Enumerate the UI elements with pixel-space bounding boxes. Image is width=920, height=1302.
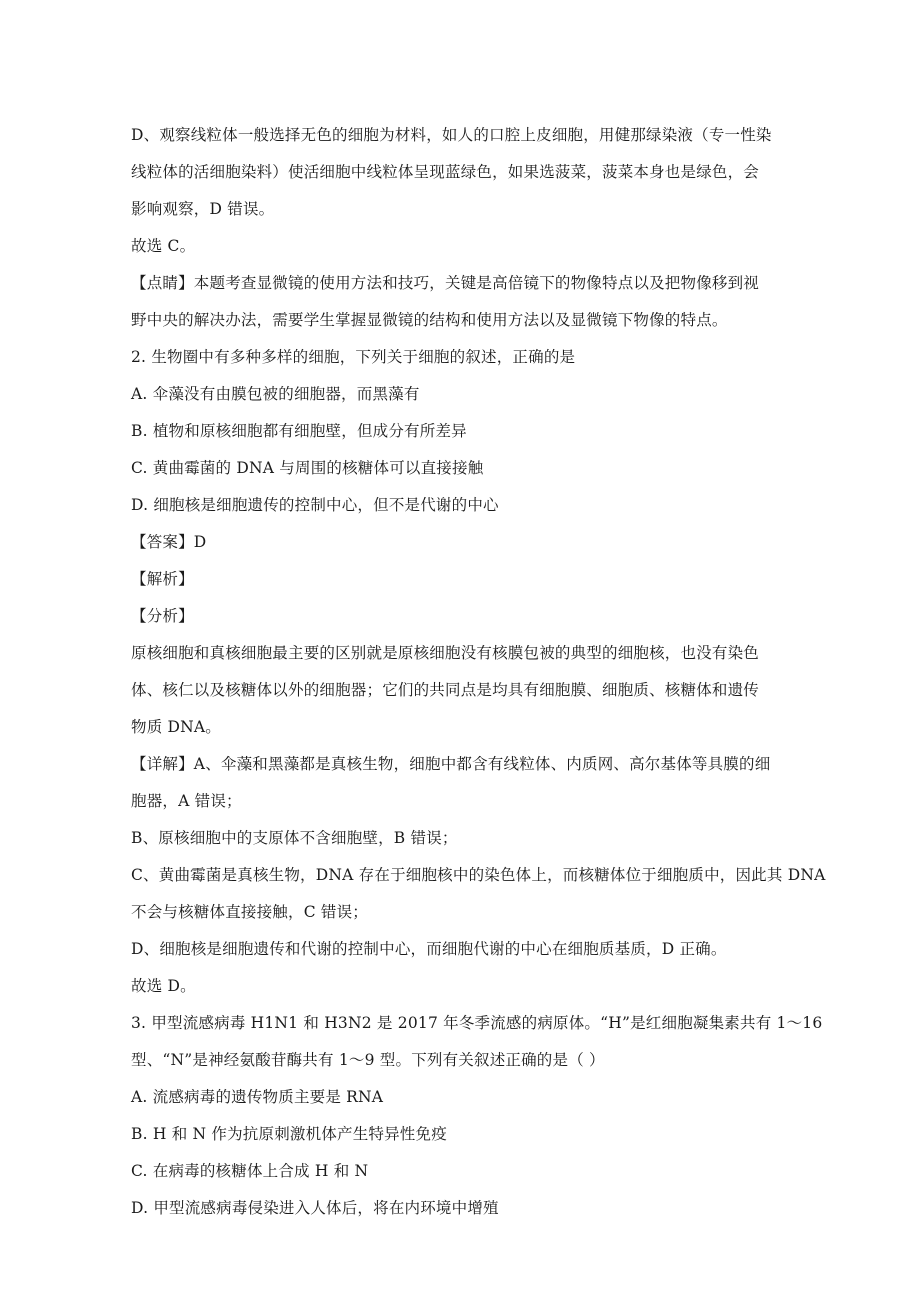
paragraph-jx2: [131, 562, 791, 596]
text-line: 原核细胞和真核细胞最主要的区别就是原核细胞没有核膜包被的典型的细胞核，也没有染色: [131, 644, 760, 662]
paragraph-fx2: [131, 599, 791, 633]
paragraph-p4: [131, 636, 791, 744]
paragraph-p8: [131, 932, 791, 966]
text-line: 野中央的解决办法，需要学生掌握显微镜的结构和使用方法以及显微镜下物像的特点。: [131, 311, 728, 329]
text-line: D、细胞核是细胞遗传和代谢的控制中心，而细胞代谢的中心在细胞质基质，D 正确。: [131, 940, 727, 958]
paragraph-p2: [131, 229, 791, 263]
text-line: 线粒体的活细胞染料）使活细胞中线粒体呈现蓝绿色，如果选菠菜，菠菜本身也是绿色，会: [131, 163, 760, 181]
text-line: B. H 和 N 作为抗原刺激机体产生特异性免疫: [131, 1125, 447, 1143]
paragraph-q3c: [131, 1154, 791, 1188]
paragraph-p3: [131, 266, 791, 337]
text-line: A. 流感病毒的遗传物质主要是 RNA: [131, 1088, 384, 1106]
text-line: 2. 生物圈中有多种多样的细胞，下列关于细胞的叙述，正确的是: [131, 348, 576, 366]
text-line: C. 黄曲霉菌的 DNA 与周围的核糖体可以直接接触: [131, 459, 484, 477]
paragraph-p7: [131, 858, 826, 929]
text-line: 【详解】A、伞藻和黑藻都是真核生物，细胞中都含有线粒体、内质网、高尔基体等具膜的细: [131, 755, 771, 773]
text-line: A. 伞藻没有由膜包被的细胞器，而黑藻有: [131, 385, 420, 403]
text-line: 【点睛】本题考查显微镜的使用方法和技巧，关键是高倍镜下的物像特点以及把物像移到视: [131, 274, 760, 292]
text-line: D. 甲型流感病毒侵染进入人体后，将在内环境中增殖: [131, 1199, 499, 1217]
text-line: 不会与核糖体直接接触，C 错误；: [131, 903, 368, 921]
text-line: B、原核细胞中的支原体不含细胞壁，B 错误；: [131, 829, 458, 847]
text-line: D. 细胞核是细胞遗传的控制中心，但不是代谢的中心: [131, 496, 499, 514]
text-line: 体、核仁以及核糖体以外的细胞器；它们的共同点是均具有细胞膜、细胞质、核糖体和遗传: [131, 681, 760, 699]
text-line: C、黄曲霉菌是真核生物，DNA 存在于细胞核中的染色体上，而核糖体位于细胞质中，因此其 DNA: [131, 866, 826, 884]
text-line: 影响观察，D 错误。: [131, 200, 275, 218]
text-line: 3. 甲型流感病毒 H1N1 和 H3N2 是 2017 年冬季流感的病原体。“H”是红细胞凝集素共有 1～16: [131, 1014, 823, 1032]
document-body: [131, 118, 826, 1225]
paragraph-q2a: [131, 377, 791, 411]
text-line: 故选 C。: [131, 237, 196, 255]
paragraph-p1: [131, 118, 791, 226]
paragraph-q2c: [131, 451, 791, 485]
text-line: 物质 DNA。: [131, 718, 222, 736]
paragraph-q3: [131, 1006, 823, 1077]
text-line: 型、“N”是神经氨酸苷酶共有 1～9 型。下列有关叙述正确的是（ ）: [131, 1051, 605, 1069]
paragraph-ans2: [131, 525, 791, 559]
paragraph-q3d: [131, 1191, 791, 1225]
text-line: D、观察线粒体一般选择无色的细胞为材料，如人的口腔上皮细胞，用健那绿染液（专一性染: [131, 126, 772, 144]
paragraph-q2: [131, 340, 791, 374]
text-line: B. 植物和原核细胞都有细胞壁，但成分有所差异: [131, 422, 467, 440]
paragraph-p6: [131, 821, 791, 855]
text-line: 【解析】: [131, 570, 194, 588]
text-line: 【分析】: [131, 607, 194, 625]
paragraph-q3a: [131, 1080, 791, 1114]
paragraph-q2b: [131, 414, 791, 448]
paragraph-q3b: [131, 1117, 791, 1151]
text-line: 胞器，A 错误；: [131, 792, 242, 810]
text-line: 故选 D。: [131, 977, 196, 995]
text-line: 【答案】D: [131, 533, 207, 551]
text-line: C. 在病毒的核糖体上合成 H 和 N: [131, 1162, 369, 1180]
paragraph-p5: [131, 747, 791, 818]
paragraph-p9: [131, 969, 791, 1003]
paragraph-q2d: [131, 488, 791, 522]
